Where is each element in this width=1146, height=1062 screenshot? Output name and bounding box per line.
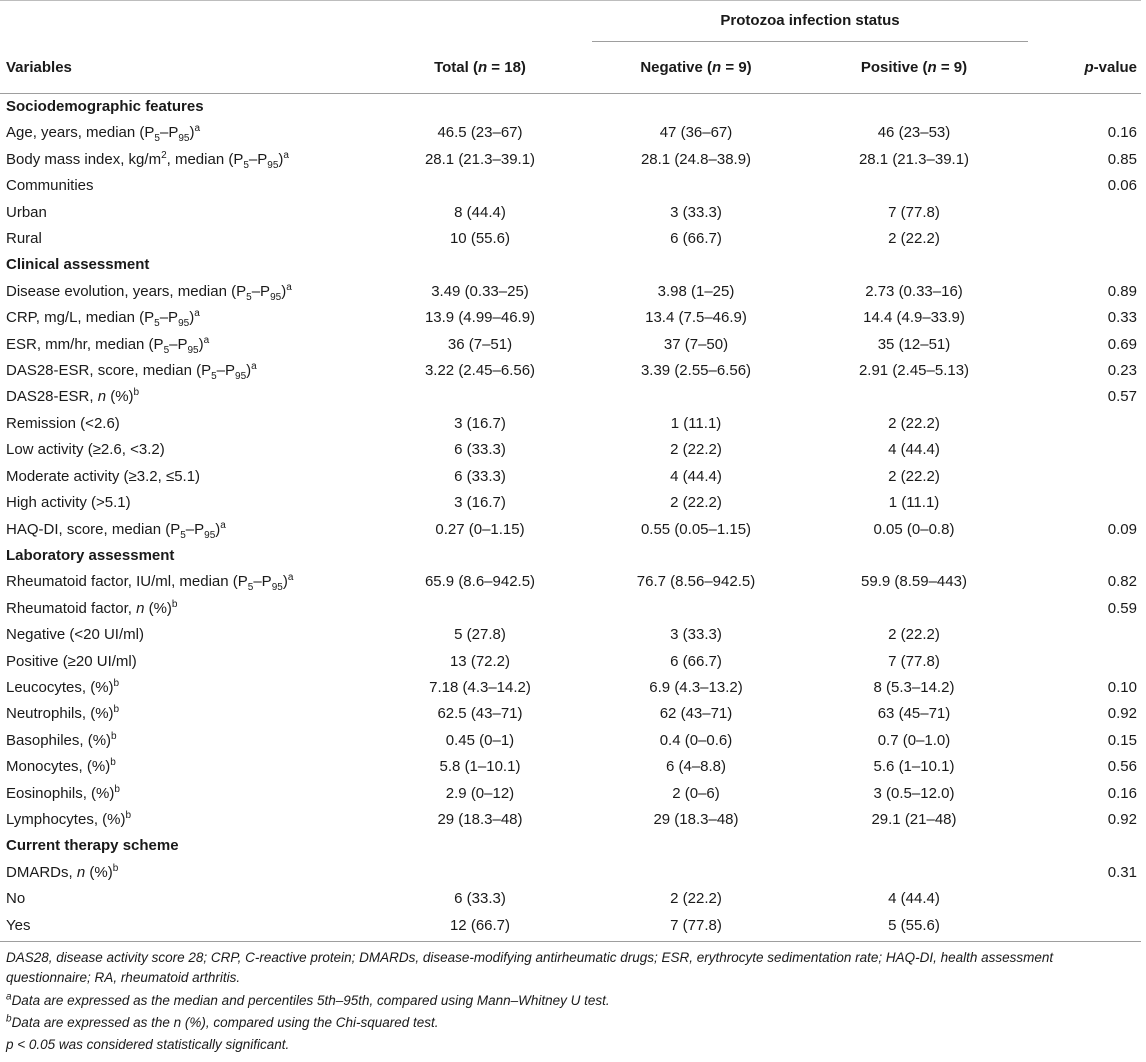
section-title: Laboratory assessment xyxy=(6,546,175,564)
table-row xyxy=(0,147,1141,173)
cell-negative: 3 (33.3) xyxy=(670,203,722,221)
table-row xyxy=(0,332,1141,358)
row-label: DMARDs, n (%)$^b$ xyxy=(6,862,119,881)
row-label: Rheumatoid factor, IU/ml, median $(P_5-P_{95})^a$ xyxy=(6,572,294,594)
table-row xyxy=(0,781,1141,807)
cell-negative: 6 (4–8.8) xyxy=(665,758,727,776)
table-row xyxy=(0,569,1141,595)
row-label: Disease evolution, years, median $(P_5-P_{95})^a$ xyxy=(6,281,292,303)
footnote-abbreviations: DAS28, disease activity score 28; CRP, C-reactive protein; DMARDs, disease-modifying antirheumatic drugs; ESR, erythrocyte sedimentation rate; HAQ-DI, health assessment questionnaire; RA, rheumatoid arthritis. xyxy=(6,949,1054,985)
section-row xyxy=(0,94,1141,121)
cell-positive: 2.91 (2.45–5.13) xyxy=(858,362,970,380)
row-label: ESR, mm/hr, median $(P_5-P_{95})^a$ xyxy=(6,334,210,356)
cell-p-value: 0.23 xyxy=(1107,362,1137,380)
cell-total: 5.8 (1–10.1) xyxy=(439,758,521,776)
cell-negative: 3 (33.3) xyxy=(670,626,722,644)
cell-positive: 4 (44.4) xyxy=(888,441,940,459)
cell-total: 3.49 (0.33–25) xyxy=(431,282,529,300)
cell-total: 0.45 (0–1) xyxy=(445,731,515,749)
table-row xyxy=(0,200,1141,226)
cell-positive: 7 (77.8) xyxy=(888,203,940,221)
row-label: Basophiles, (%)$^b$ xyxy=(6,730,117,749)
row-label: Leucocytes, (%)$^b$ xyxy=(6,677,120,696)
row-label: Body mass index, $kg/m^2$, median $(P_5-P_{95})^a$ xyxy=(6,149,289,171)
cell-negative: 7 (77.8) xyxy=(592,913,800,942)
table-row xyxy=(0,279,1141,305)
header-positive: Positive (n = 9) xyxy=(800,42,1028,94)
cell-negative: 28.1 (24.8–38.9) xyxy=(640,150,752,168)
section-title: Current therapy scheme xyxy=(6,837,179,855)
section-row xyxy=(0,252,1141,278)
footnote-a: $^a$Data are expressed as the median and percentiles 5th–95th, compared using Mann–Whitney U test. xyxy=(6,991,610,1008)
cell-p-value: 0.15 xyxy=(1107,731,1137,749)
table-row xyxy=(0,358,1141,384)
table-row xyxy=(0,754,1141,780)
header-variables: Variables xyxy=(0,42,368,94)
table-row xyxy=(0,622,1141,648)
cell-positive: 2 (22.2) xyxy=(888,230,940,248)
table-row xyxy=(0,728,1141,754)
cell-positive: 3 (0.5–12.0) xyxy=(873,784,955,802)
cell-p-value: 0.16 xyxy=(1107,784,1137,802)
cell-total: 65.9 (8.6–942.5) xyxy=(424,573,536,591)
cell-negative: 6.9 (4.3–13.2) xyxy=(649,678,743,696)
cell-positive: 1 (11.1) xyxy=(888,494,940,512)
cell-negative: 2 (22.2) xyxy=(670,494,722,512)
cell-total: 29 (18.3–48) xyxy=(437,810,523,828)
cell-p-value: 0.09 xyxy=(1107,520,1137,538)
row-label: Negative (<20 UI/ml) xyxy=(6,626,144,644)
row-label: Positive (≥20 UI/ml) xyxy=(6,652,137,670)
row-label: High activity (>5.1) xyxy=(6,494,131,512)
cell-negative: 2 (22.2) xyxy=(670,441,722,459)
cell-positive: 35 (12–51) xyxy=(877,335,951,353)
section-row xyxy=(0,833,1141,859)
cell-positive: 0.05 (0–0.8) xyxy=(873,520,955,538)
table-row xyxy=(0,384,1141,410)
group-header-row xyxy=(0,1,1141,42)
cell-p-value: 0.59 xyxy=(1107,599,1137,617)
cell-total: 36 (7–51) xyxy=(447,335,513,353)
cell-total: 0.27 (0–1.15) xyxy=(435,520,525,538)
cell-negative: 4 (44.4) xyxy=(670,467,722,485)
cell-negative: 0.4 (0–0.6) xyxy=(659,731,733,749)
table-row xyxy=(0,807,1141,833)
table-row xyxy=(0,464,1141,490)
row-label: Monocytes, (%)$^b$ xyxy=(6,757,116,776)
cell-positive: 5.6 (1–10.1) xyxy=(873,758,955,776)
cell-total: 12 (66.7) xyxy=(368,913,592,942)
row-label: HAQ-DI, score, median $(P_5-P_{95})^a$ xyxy=(6,519,226,541)
row-label: Lymphocytes, (%)$^b$ xyxy=(6,809,132,828)
cell-negative: 3.98 (1–25) xyxy=(657,282,735,300)
cell-negative: 13.4 (7.5–46.9) xyxy=(645,309,747,327)
cell-p-value: 0.16 xyxy=(1107,124,1137,142)
row-label: CRP, mg/L, median $(P_5-P_{95})^a$ xyxy=(6,308,200,330)
row-label: DAS28-ESR, n (%)$^b$ xyxy=(6,387,140,406)
cell-positive: 63 (45–71) xyxy=(877,705,951,723)
row-label: Moderate activity (≥3.2, ≤5.1) xyxy=(6,467,201,485)
cell-positive: 29.1 (21–48) xyxy=(871,810,957,828)
table-row xyxy=(0,913,1141,942)
cell-total: 7.18 (4.3–14.2) xyxy=(429,678,531,696)
cell-positive: 2 (22.2) xyxy=(888,467,940,485)
cell-negative: 2 (22.2) xyxy=(670,890,722,908)
column-header-row xyxy=(0,42,1141,94)
cell-p-value: 0.69 xyxy=(1107,335,1137,353)
table-row xyxy=(0,305,1141,331)
row-label: Low activity (≥2.6, <3.2) xyxy=(6,441,165,459)
cell-positive: 4 (44.4) xyxy=(888,890,940,908)
table-footnotes xyxy=(0,942,1146,1055)
table-row xyxy=(0,596,1141,622)
cell-p-value: 0.56 xyxy=(1107,758,1137,776)
cell-total: 8 (44.4) xyxy=(454,203,506,221)
cell-total: 3.22 (2.45–6.56) xyxy=(424,362,536,380)
cell-p-value: 0.82 xyxy=(1107,573,1137,591)
cell-positive: 46 (23–53) xyxy=(877,124,951,142)
row-label: Age, years, median $(P_5-P_{95})^a$ xyxy=(6,123,201,145)
cell-p-value: 0.89 xyxy=(1107,282,1137,300)
cell-p-value: 0.85 xyxy=(1107,150,1137,168)
cell-total: 13.9 (4.99–46.9) xyxy=(424,309,536,327)
cell-total: 62.5 (43–71) xyxy=(437,705,523,723)
row-label: Rural xyxy=(6,230,42,248)
table-row xyxy=(0,675,1141,701)
cell-negative: 76.7 (8.56–942.5) xyxy=(636,573,756,591)
table-row xyxy=(0,886,1141,912)
header-total: Total (n = 18) xyxy=(368,42,592,94)
cell-negative: 47 (36–67) xyxy=(659,124,733,142)
cell-positive: 8 (5.3–14.2) xyxy=(873,678,955,696)
cell-total: 5 (27.8) xyxy=(454,626,506,644)
cell-total: 13 (72.2) xyxy=(449,652,511,670)
cell-negative: 62 (43–71) xyxy=(659,705,733,723)
cell-positive: 7 (77.8) xyxy=(888,652,940,670)
footnote-b: $^b$Data are expressed as the n (%), compared using the Chi-squared test. xyxy=(6,1013,439,1030)
cell-total: 6 (33.3) xyxy=(454,441,506,459)
cell-positive: 5 (55.6) xyxy=(800,913,1028,942)
cell-p-value: 0.92 xyxy=(1107,810,1137,828)
section-row xyxy=(0,543,1141,569)
section-title: Sociodemographic features xyxy=(6,98,204,115)
cell-negative: 1 (11.1) xyxy=(670,414,722,432)
cell-positive: 2 (22.2) xyxy=(888,414,940,432)
row-label: Urban xyxy=(6,203,47,221)
table-row xyxy=(0,437,1141,463)
table-row xyxy=(0,411,1141,437)
cell-total: 3 (16.7) xyxy=(454,414,506,432)
table-row xyxy=(0,649,1141,675)
cell-p-value: 0.92 xyxy=(1107,705,1137,723)
cell-negative: 37 (7–50) xyxy=(663,335,729,353)
table-row xyxy=(0,226,1141,252)
row-label: Eosinophils, (%)$^b$ xyxy=(6,783,120,802)
cell-positive: 2.73 (0.33–16) xyxy=(865,282,963,300)
row-label: Rheumatoid factor, n (%)$^b$ xyxy=(6,598,178,617)
cell-p-value: 0.31 xyxy=(1107,863,1137,881)
cell-total: 10 (55.6) xyxy=(449,230,511,248)
table-row xyxy=(0,490,1141,516)
cell-negative: 3.39 (2.55–6.56) xyxy=(640,362,752,380)
cell-total: 3 (16.7) xyxy=(454,494,506,512)
table-row xyxy=(0,517,1141,543)
cell-total: 2.9 (0–12) xyxy=(445,784,515,802)
cell-positive: 59.9 (8.59–443) xyxy=(861,573,967,591)
group-header: Protozoa infection status xyxy=(592,1,1028,42)
cell-total: 46.5 (23–67) xyxy=(437,124,523,142)
row-label: No xyxy=(6,890,26,908)
table-row xyxy=(0,860,1141,886)
cell-positive: 14.4 (4.9–33.9) xyxy=(863,309,965,327)
footnote-significance: p < 0.05 was considered statistically significant. xyxy=(6,1036,290,1052)
table-row xyxy=(0,701,1141,727)
row-label: Neutrophils, (%)$^b$ xyxy=(6,704,120,723)
cell-positive: 0.7 (0–1.0) xyxy=(877,731,951,749)
cell-p-value: 0.33 xyxy=(1107,309,1137,327)
cell-negative: 6 (66.7) xyxy=(670,230,722,248)
cell-p-value: 0.06 xyxy=(1107,177,1137,195)
row-label: DAS28-ESR, score, median $(P_5-P_{95})^a$ xyxy=(6,361,257,383)
section-title: Clinical assessment xyxy=(6,256,150,274)
cell-positive: 28.1 (21.3–39.1) xyxy=(858,150,970,168)
row-label: Communities xyxy=(6,177,94,195)
cell-negative: 0.55 (0.05–1.15) xyxy=(640,520,752,538)
row-label: Yes xyxy=(0,913,368,942)
cell-total: 6 (33.3) xyxy=(454,467,506,485)
cell-p-value: 0.57 xyxy=(1107,388,1137,406)
row-label: Remission (<2.6) xyxy=(6,414,120,432)
cell-negative: 29 (18.3–48) xyxy=(653,810,739,828)
cell-total: 28.1 (21.3–39.1) xyxy=(424,150,536,168)
table-row xyxy=(0,120,1141,146)
cell-negative: 6 (66.7) xyxy=(670,652,722,670)
cell-total: 6 (33.3) xyxy=(454,890,506,908)
cell-negative: 2 (0–6) xyxy=(672,784,720,802)
cell-p-value: 0.10 xyxy=(1107,678,1137,696)
header-p-value: p-value xyxy=(1028,42,1141,94)
table-row xyxy=(0,173,1141,199)
header-negative: Negative (n = 9) xyxy=(592,42,800,94)
cell-positive: 2 (22.2) xyxy=(888,626,940,644)
